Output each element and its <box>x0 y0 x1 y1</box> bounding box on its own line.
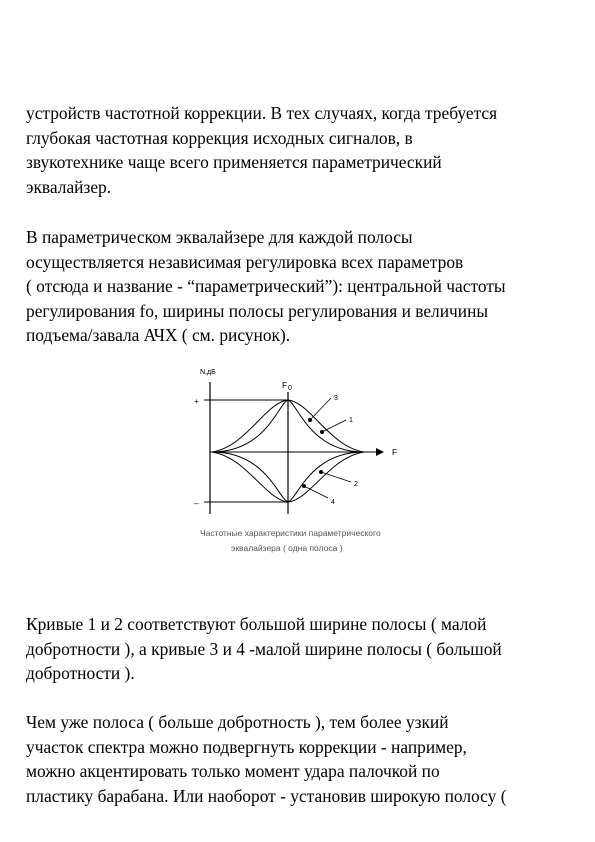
figure-caption-line1: Частотные характеристики параметрического <box>200 528 381 538</box>
text-line: подъема/завала АЧХ ( см. рисунок). <box>26 325 291 345</box>
text-line: Чем уже полоса ( больше добротность ), тем более узкий <box>26 712 449 732</box>
center-frequency-subscript: 0 <box>288 385 292 392</box>
center-frequency-label: F <box>282 380 288 390</box>
curve-label-1: 1 <box>349 417 353 424</box>
x-axis-label: F <box>392 447 398 457</box>
text-line: участок спектра можно подвергнуть коррекции - например, <box>26 736 467 757</box>
y-axis-label: N,дБ <box>200 369 216 376</box>
minus-label: – <box>194 498 199 508</box>
text-line: эквалайзер. <box>26 176 112 197</box>
paragraph-parametric <box>26 225 581 348</box>
text-line: звукотехнике чаще всего применяется параметрический <box>26 152 442 172</box>
text-line: регулирования fo, ширины полосы регулирования и величины <box>26 300 489 321</box>
text-line: ( отсюда и название - “параметрический”): центральной частоты <box>26 276 506 296</box>
plus-label: + <box>194 396 199 406</box>
text-line: пластику барабана. Или наоборот - установив широкую полосу ( <box>26 785 507 806</box>
text-line: добротности ). <box>26 663 135 683</box>
paragraph-bandwidth <box>26 710 581 808</box>
paragraph-intro <box>26 101 581 199</box>
text-line: добротности ), а кривые 3 и 4 -малой ширине полосы ( большой <box>26 638 502 659</box>
text-line: В параметрическом эквалайзере для каждой полосы <box>26 227 413 247</box>
paragraph-curves <box>26 612 581 686</box>
figure-caption-line2: эквалайзера ( одна полоса ) <box>231 543 343 553</box>
text-line: осуществляется независимая регулировка всех параметров <box>26 251 464 272</box>
text-line: глубокая частотная коррекция исходных сигналов, в <box>26 127 413 148</box>
text-line: можно акцентировать только момент удара палочкой по <box>26 761 440 781</box>
curve-label-4: 4 <box>331 499 335 506</box>
curve-label-2: 2 <box>354 481 358 488</box>
x-axis-arrow <box>376 448 384 456</box>
text-line: Кривые 1 и 2 соответствуют большой ширине полосы ( малой <box>26 614 487 634</box>
curve-label-3: 3 <box>334 395 338 402</box>
eq-response-figure <box>186 362 416 562</box>
text-line: устройств частотной коррекции. В тех случаях, когда требуется <box>26 103 498 123</box>
